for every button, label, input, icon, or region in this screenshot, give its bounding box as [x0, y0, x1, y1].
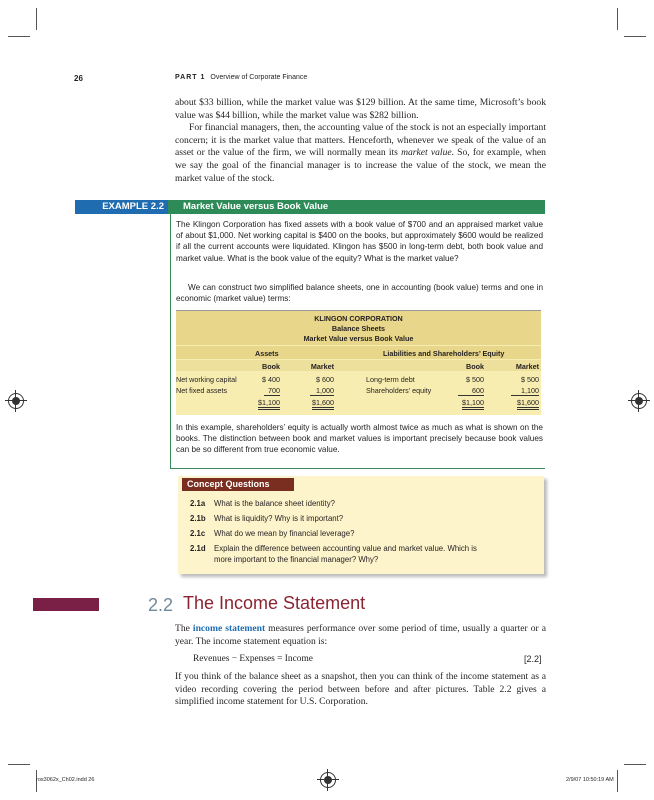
column-header: Book [466, 362, 484, 371]
table-cell: $ 400 [262, 375, 280, 384]
part-title: Overview of Corporate Finance [210, 74, 308, 81]
table-cell: $ 500 [521, 375, 539, 384]
table-row-label: Shareholders’ equity [366, 386, 432, 395]
example-paragraph-3: In this example, shareholders’ equity is actually worth almost twice as much as what is shown on the books. The distinction between book and market values is important precisely because book values can be so different from true economic value. [176, 423, 543, 455]
section-number: 2.2 [148, 595, 174, 615]
assets-header: Assets [255, 349, 279, 358]
example-paragraph-1: The Klingon Corporation has fixed assets with a book value of $700 and an appraised market value of about $1,000. Net working capital is $400 on the books, but approximately $600 would be realized if all the current accounts were liquidated. Klingon has $500 in long-term debt, both book value and market value. What is the book value of the equity? What is the market value? [176, 220, 543, 263]
running-head [175, 74, 307, 81]
example-border [170, 214, 171, 469]
table-cell: $ 500 [466, 375, 484, 384]
table-cell: 1,000 [310, 386, 334, 396]
column-header: Market [515, 362, 539, 371]
liabilities-header: Liabilities and Shareholders’ Equity [383, 349, 505, 358]
concept-question: 2.1c What do we mean by financial leverage? [190, 529, 355, 538]
registration-mark-icon [8, 393, 24, 409]
table-cell: 600 [458, 386, 484, 396]
intro-text [175, 97, 546, 185]
intro-paragraph-2: For financial managers, then, the accounting value of the stock is not an especially important concern; it is the market value that matters. Henceforth, whenever we speak of the value of an asset or the value of the firm, we will normally mean its market value. So, for example, when we say the goal of the financial manager is to increase the value of the stock, we mean the market value of the stock. [175, 122, 546, 184]
part-label: PART 1 [175, 74, 206, 81]
balance-sheet-table [176, 310, 541, 415]
crop-mark [624, 36, 646, 37]
keyword: income statement [192, 623, 266, 634]
table-cell: $ 600 [316, 375, 334, 384]
equation: Revenues − Expenses = Income [193, 654, 313, 664]
crop-mark [617, 8, 618, 30]
intro-paragraph-1: about $33 billion, while the market value was $129 billion. At the same time, Microsoft’s book value was $44 billion, while the market value was $282 billion. [175, 97, 546, 121]
crop-mark [36, 8, 37, 30]
crop-mark [8, 36, 30, 37]
page-number: 26 [74, 74, 83, 83]
table-title: KLINGON CORPORATION [314, 314, 403, 323]
section-title: The Income Statement [183, 593, 366, 613]
example-border [170, 468, 545, 469]
table-total: $1,100 [462, 398, 484, 410]
column-header: Book [262, 362, 280, 371]
registration-mark-icon [631, 393, 647, 409]
example-title: Market Value versus Book Value [183, 201, 329, 212]
concept-question: 2.1b What is liquidity? Why is it important? [190, 514, 344, 523]
table-cell: 1,100 [511, 386, 539, 396]
crop-mark [624, 764, 646, 765]
table-total: $1,600 [517, 398, 539, 410]
concept-questions-heading: Concept Questions [182, 478, 294, 491]
equation-number: [2.2] [524, 654, 542, 664]
table-subtitle: Market Value versus Book Value [303, 334, 414, 343]
table-total: $1,100 [258, 398, 280, 410]
table-row-label: Net working capital [176, 375, 237, 384]
table-cell: 700 [264, 386, 280, 396]
crop-mark [617, 770, 618, 792]
concept-question: 2.1a What is the balance sheet identity? [190, 499, 335, 508]
example-label: EXAMPLE 2.2 [75, 200, 168, 214]
table-subtitle: Balance Sheets [331, 324, 386, 333]
section-marker [33, 598, 99, 611]
crop-mark [8, 764, 30, 765]
concept-question: 2.1d Explain the difference between accounting value and market value. Which is more important to the financial manager? Why? [190, 544, 477, 564]
column-header: Market [310, 362, 334, 371]
section-paragraph-2: If you think of the balance sheet as a snapshot, then you can think of the income statement as a video recording covering the period between before and after pictures. Table 2.2 gives a simplified income statement for U.S. Corporation. [175, 671, 546, 708]
table-row-label: Net fixed assets [176, 386, 228, 395]
section-paragraph-1: The income statement measures performance over some period of time, usually a quarter or a year. The income statement equation is: [175, 623, 546, 647]
table-total: $1,600 [312, 398, 334, 410]
table-subheader-band [176, 360, 541, 371]
footer-file: ros3062x_Ch02.indd 26 [36, 777, 95, 783]
table-row-label: Long-term debt [366, 375, 415, 384]
footer-timestamp: 2/9/07 10:50:19 AM [566, 777, 614, 783]
registration-mark-icon [320, 772, 336, 788]
example-paragraph-2: We can construct two simplified balance sheets, one in accounting (book value) terms and one in economic (market value) terms: [176, 283, 543, 304]
